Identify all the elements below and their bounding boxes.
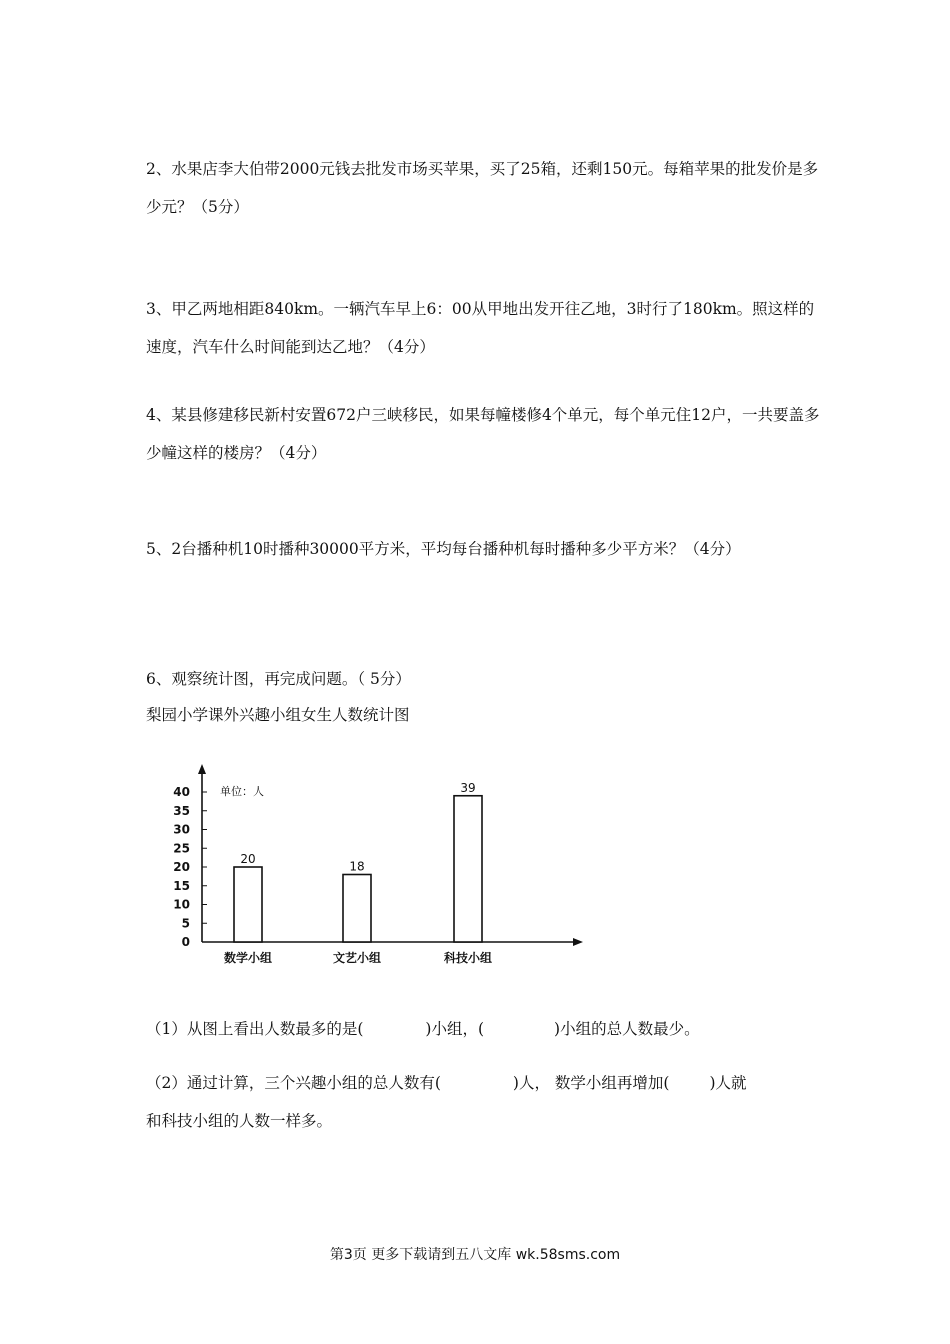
sub-question-1-text-c: )小组的总人数最少。 (554, 1020, 700, 1038)
bar-value-label: 39 (460, 780, 476, 795)
bar-1 (234, 867, 262, 942)
question-6: 6、观察统计图，再完成问题。（ 5分） (146, 670, 411, 688)
sub-question-1-text-b: )小组，( (425, 1020, 485, 1038)
y-tick-label: 40 (173, 785, 190, 799)
y-axis-arrow (198, 764, 206, 774)
x-category-label: 文艺小组 (332, 951, 382, 965)
bar-chart (150, 740, 590, 970)
bar-2 (343, 875, 371, 943)
y-tick-label: 5 (181, 916, 190, 931)
unit-label: 单位：人 (220, 785, 264, 798)
page-footer: 第3页 更多下载请到五八文库 wk.58sms.com (329, 1247, 621, 1263)
bar-value-label: 20 (240, 852, 256, 866)
y-tick-label: 10 (173, 897, 190, 912)
question-5: 5、2台播种机10时播种30000平方米，平均每台播种机每时播种多少平方米？（4分） (146, 540, 741, 558)
x-category-label: 科技小组 (443, 951, 493, 965)
y-tick-label: 0 (181, 935, 190, 949)
bar-3 (454, 796, 482, 942)
x-category-label: 数学小组 (223, 951, 273, 965)
sub-question-1-text-a: （1）从图上看出人数最多的是( (146, 1020, 364, 1038)
sub-question-1 (146, 1010, 826, 1048)
x-axis-arrow (573, 938, 583, 946)
chart-title: 梨园小学课外兴趣小组女生人数统计图 (146, 706, 410, 724)
y-tick-label: 15 (173, 878, 190, 893)
bar-value-label: 18 (349, 859, 365, 874)
question-2: 2、水果店李大伯带2000元钱去批发市场买苹果，买了25箱，还剩150元。每箱苹果的批发价是多少元？（5分） (146, 160, 819, 216)
y-tick-label: 25 (173, 841, 190, 856)
y-tick-label: 20 (173, 860, 190, 874)
y-tick-label: 35 (173, 803, 190, 818)
sub-question-2-text-c: )人就 (709, 1074, 747, 1092)
sub-question-2-text-b: )人， 数学小组再增加( (512, 1074, 670, 1092)
sub-question-2 (146, 1064, 826, 1140)
question-3: 3、甲乙两地相距840km。一辆汽车早上6：00从甲地出发开往乙地，3时行了180km。照这样的速度，汽车什么时间能到达乙地？（4分） (146, 300, 815, 356)
sub-question-2-text-d: 和科技小组的人数一样多。 (146, 1112, 333, 1130)
sub-question-2-text-a: （2）通过计算，三个兴趣小组的总人数有( (146, 1074, 441, 1092)
y-tick-label: 30 (173, 822, 190, 837)
question-4: 4、某县修建移民新村安置672户三峡移民，如果每幢楼修4个单元，每个单元住12户，一共要盖多少幢这样的楼房？（4分） (146, 406, 820, 462)
